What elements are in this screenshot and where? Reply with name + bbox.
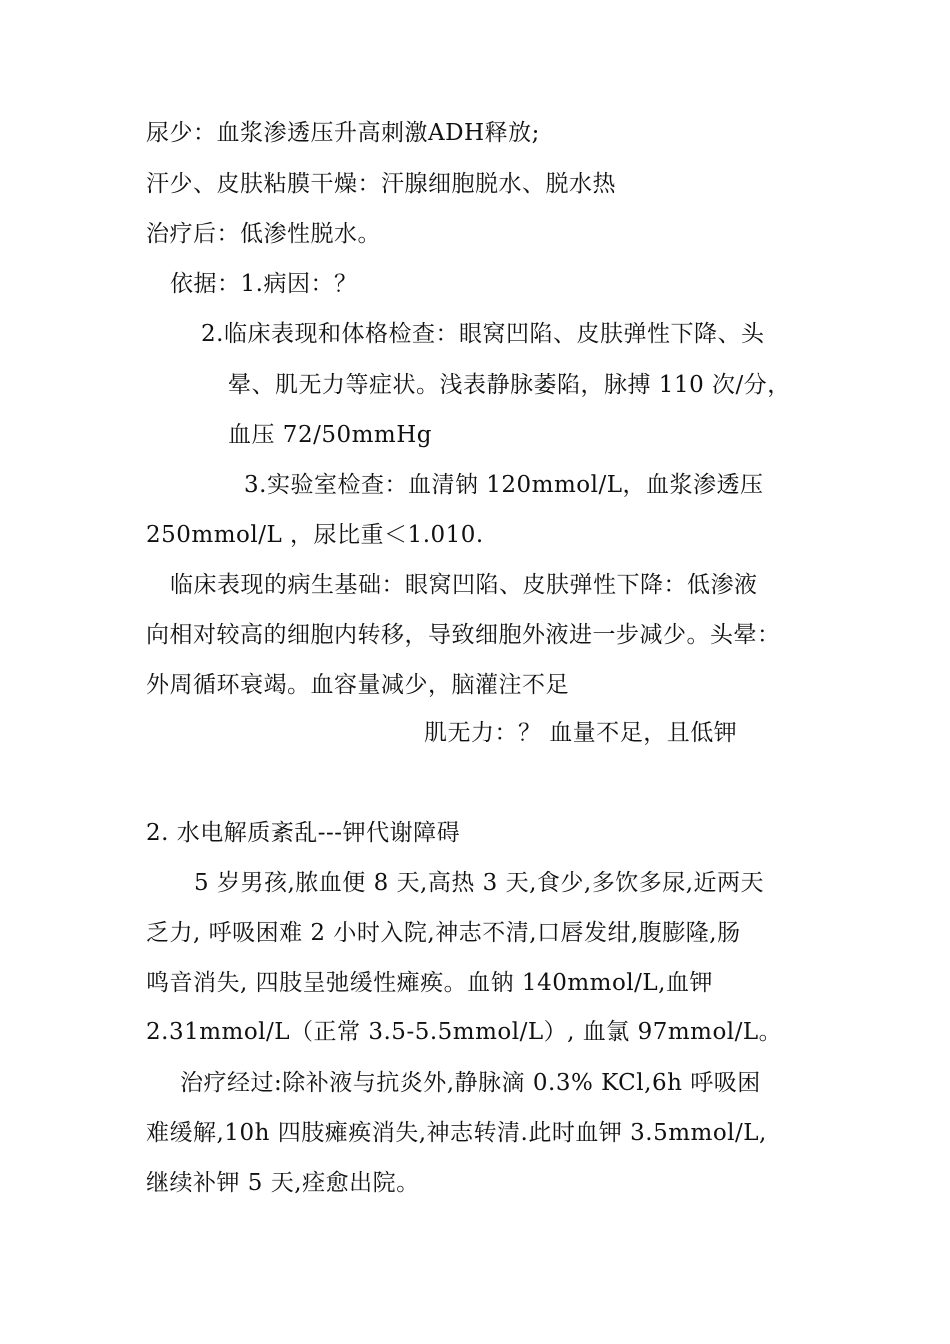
text-line-muscle-weakness: 肌无力：？ 血量不足，且低钾 xyxy=(424,720,738,746)
text-line-basis: 依据：1.病因：？ xyxy=(170,271,358,297)
text-line-pathophys-1: 临床表现的病生基础：眼窝凹陷、皮肤弹性下降：低渗液 xyxy=(170,572,758,598)
section-heading-potassium: 2. 水电解质紊乱---钾代谢障碍 xyxy=(146,820,461,846)
text-line-clinical-1: 2.临床表现和体格检查：眼窝凹陷、皮肤弹性下降、头 xyxy=(201,321,765,347)
text-line-clinical-2: 晕、肌无力等症状。浅表静脉萎陷，脉搏 110 次/分， xyxy=(228,372,791,398)
text-line-treatment-3: 继续补钾 5 天,痊愈出院。 xyxy=(146,1170,420,1196)
text-line-blood-pressure: 血压 72/50mmHg xyxy=(228,422,432,448)
text-line-pathophys-2: 向相对较高的细胞内转移，导致细胞外液进一步减少。头晕： xyxy=(146,622,781,648)
text-line-treatment-2: 难缓解,10h 四肢瘫痪消失,神志转清.此时血钾 3.5mmol/L, xyxy=(146,1120,767,1146)
text-line-lab-1: 3.实验室检查：血清钠 120mmol/L，血浆渗透压 xyxy=(244,472,764,498)
text-line-treatment-1: 治疗经过:除补液与抗炎外,静脉滴 0.3% KCl,6h 呼吸困 xyxy=(180,1070,761,1096)
text-line-case-4: 2.31mmol/L（正常 3.5-5.5mmol/L）, 血氯 97mmol/L。 xyxy=(146,1019,783,1045)
text-line-case-2: 乏力, 呼吸困难 2 小时入院,神志不清,口唇发绀,腹膨隆,肠 xyxy=(146,920,741,946)
text-line-case-3: 鸣音消失, 四肢呈弛缓性瘫痪。血钠 140mmol/L,血钾 xyxy=(146,970,713,996)
text-line-oliguria: 尿少：血浆渗透压升高刺激ADH释放; xyxy=(146,120,540,146)
text-line-lab-2: 250mmol/L ，尿比重＜1.010. xyxy=(146,522,484,548)
text-line-pathophys-3: 外周循环衰竭。血容量减少，脑灌注不足 xyxy=(146,672,569,698)
text-line-after-treatment: 治疗后：低渗性脱水。 xyxy=(146,221,381,247)
text-line-hypohidrosis: 汗少、皮肤粘膜干燥：汗腺细胞脱水、脱水热 xyxy=(146,171,616,197)
text-line-case-1: 5 岁男孩,脓血便 8 天,高热 3 天,食少,多饮多尿,近两天 xyxy=(194,870,765,896)
